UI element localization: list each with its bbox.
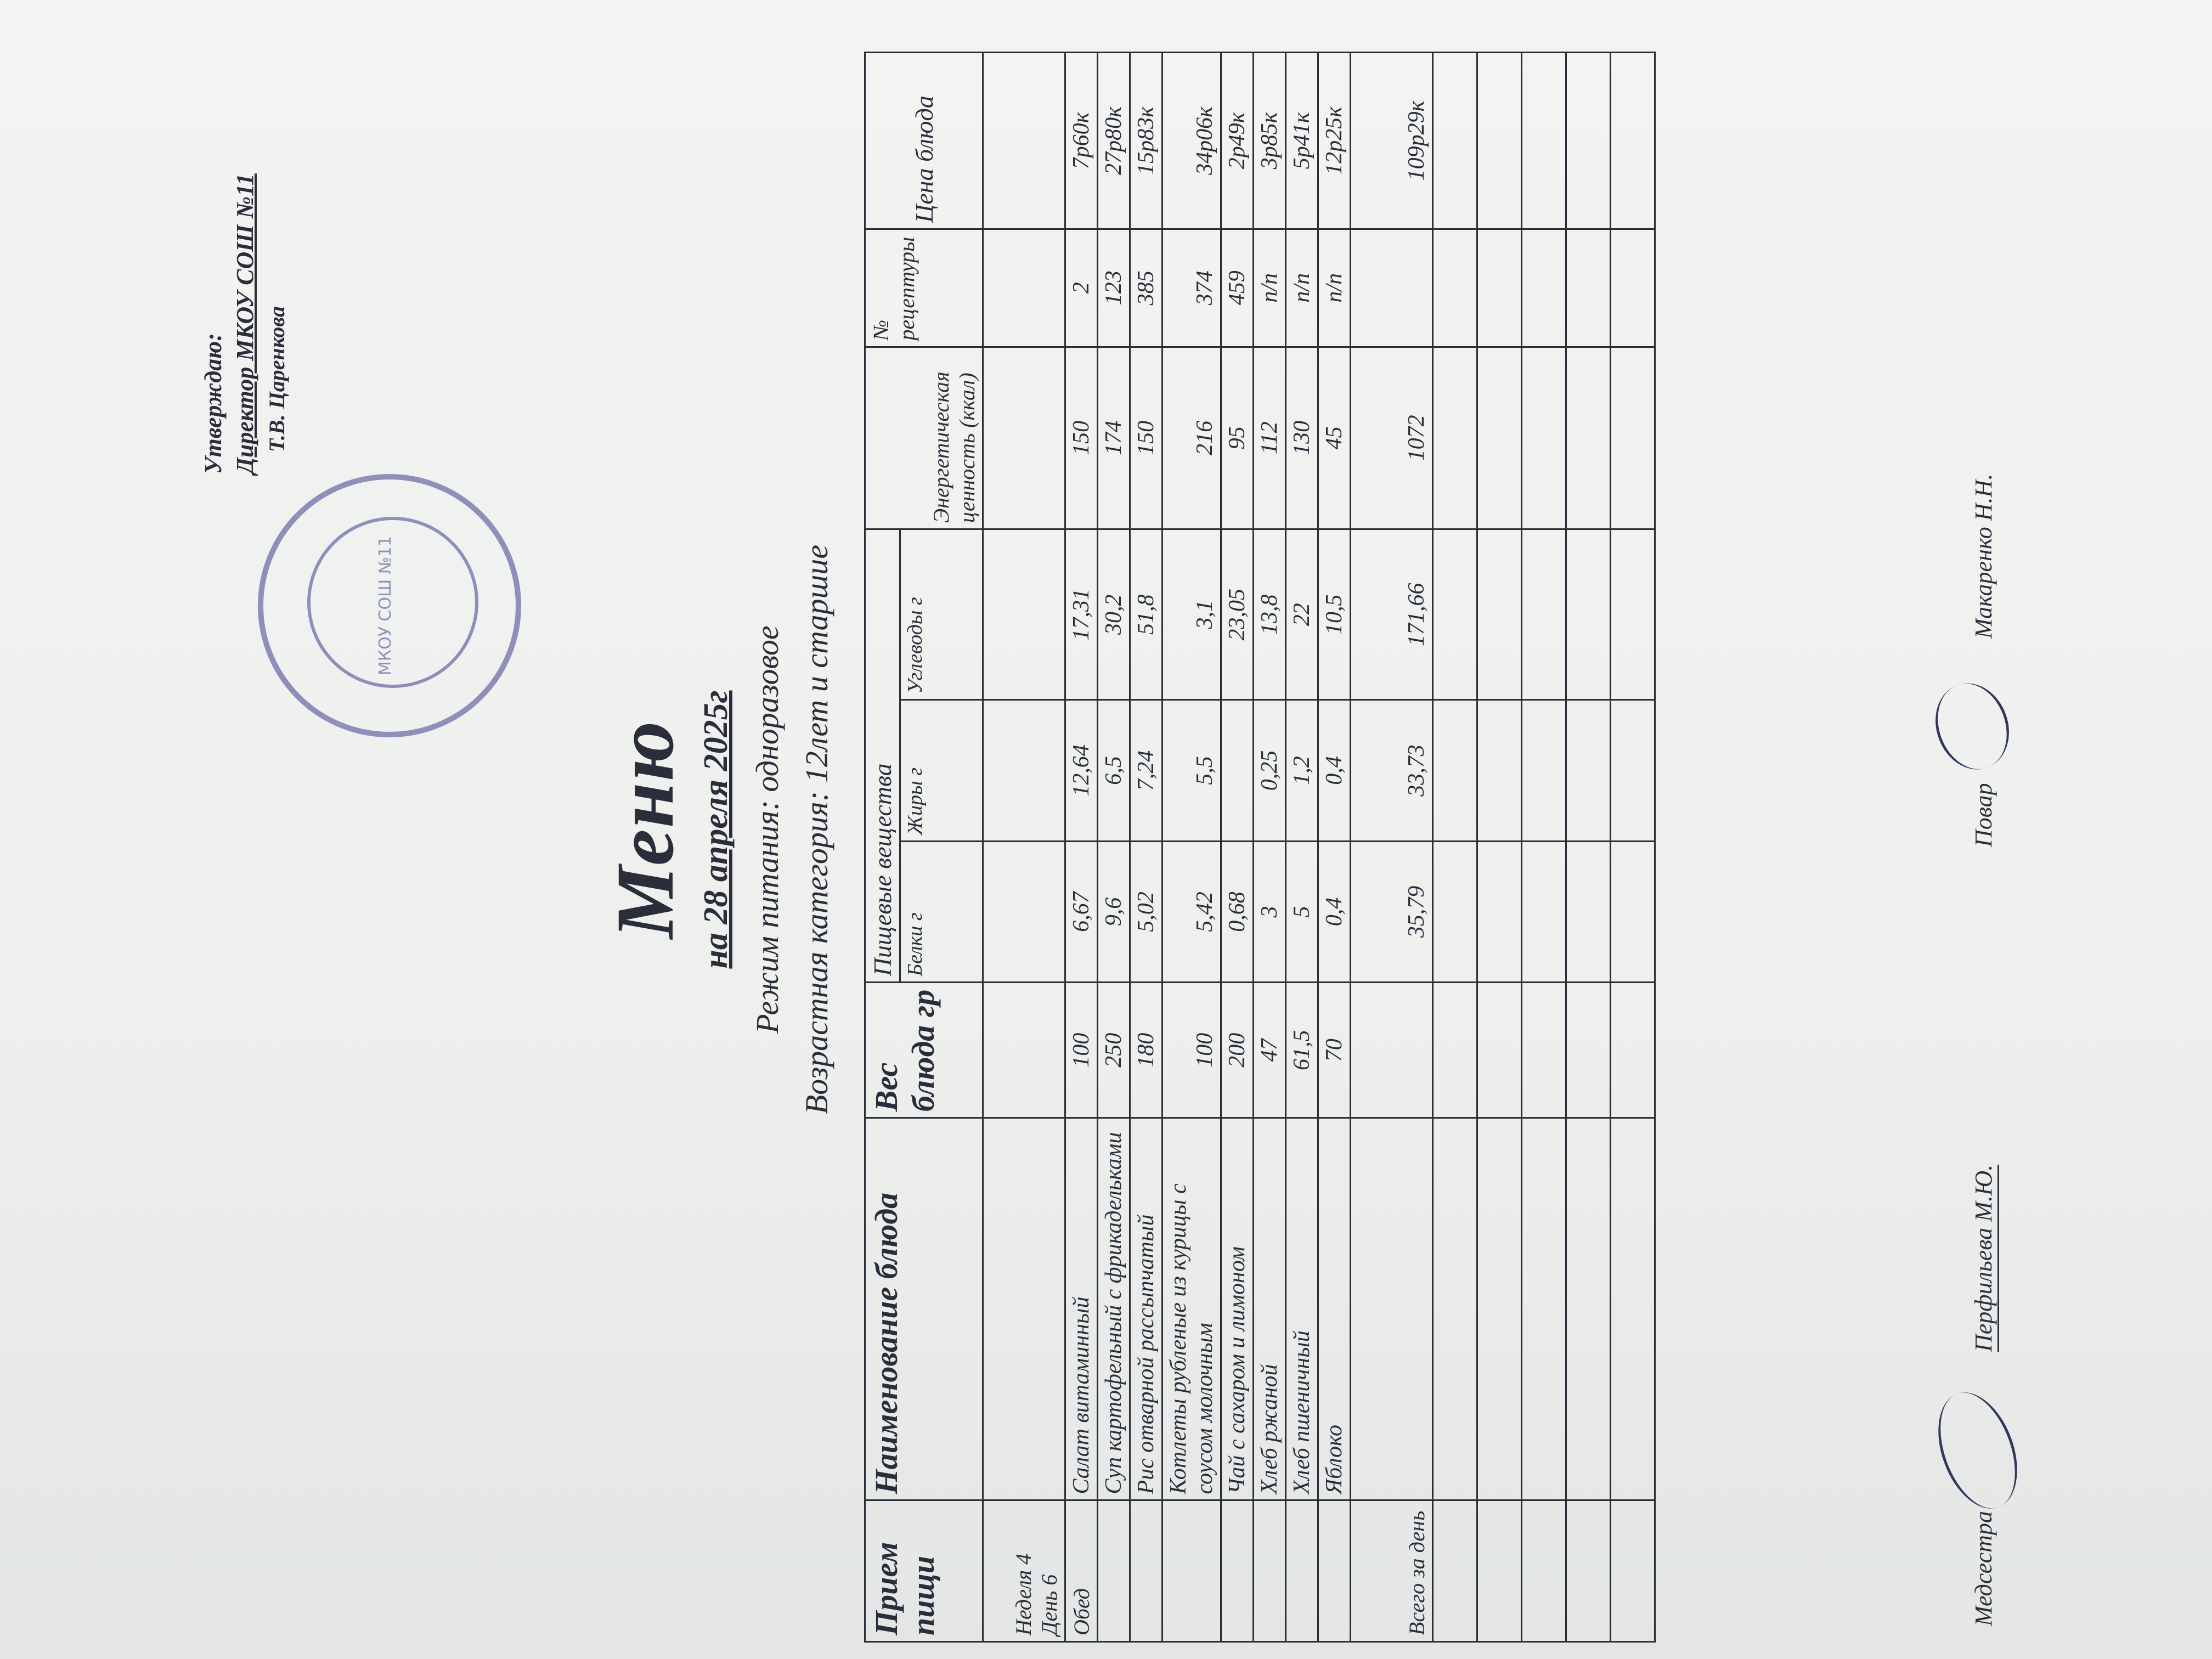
dish-recipe: п/п	[1254, 229, 1286, 347]
dish-weight: 70	[1318, 983, 1351, 1118]
total-price: 109р29к	[1351, 53, 1433, 229]
dish-energy: 174	[1098, 347, 1130, 529]
dish-recipe: 459	[1221, 229, 1254, 347]
dish-name: Рис отварной рассыпчатый	[1130, 1118, 1163, 1500]
week-row	[983, 53, 1065, 1642]
dish-fats	[1221, 700, 1254, 842]
header-row	[865, 53, 900, 1642]
page-title: Меню	[600, 720, 691, 939]
approval-heading: Утверждаю:	[200, 333, 227, 474]
dish-price: 34р06к	[1163, 53, 1221, 229]
dish-carbs: 51,8	[1130, 529, 1163, 700]
nurse-name: Перфильева М.Ю.	[1970, 1165, 1999, 1352]
cook-signature	[1924, 673, 2021, 780]
dish-name: Хлеб пшеничный	[1286, 1118, 1318, 1500]
header-energy: Энергетическая ценность (ккал)	[865, 347, 983, 529]
dish-price: 15р83к	[1130, 53, 1163, 229]
dish-recipe: 374	[1163, 229, 1221, 347]
dish-proteins: 0,4	[1318, 841, 1351, 983]
nurse-signature	[1923, 1381, 2032, 1519]
dish-fats: 1,2	[1286, 700, 1318, 842]
menu-table	[864, 52, 1656, 1643]
table-row	[1318, 53, 1351, 1642]
dish-carbs: 13,8	[1254, 529, 1286, 700]
dish-proteins: 3	[1254, 841, 1286, 983]
cook-label: Повар	[1970, 783, 1997, 847]
dish-energy: 150	[1130, 347, 1163, 529]
table-row	[1098, 53, 1130, 1642]
dish-carbs: 10,5	[1318, 529, 1351, 700]
school-stamp	[258, 474, 521, 737]
total-energy: 1072	[1351, 347, 1433, 529]
header-nutrients: Пищевые вещества	[865, 529, 900, 983]
dish-name: Яблоко	[1318, 1118, 1351, 1500]
cook-name: Макаренко Н.Н.	[1970, 473, 1997, 639]
table-row	[1254, 53, 1286, 1642]
dish-energy: 150	[1065, 347, 1098, 529]
dish-carbs: 3,1	[1163, 529, 1221, 700]
dish-proteins: 9,6	[1098, 841, 1130, 983]
dish-carbs: 23,05	[1221, 529, 1254, 700]
dish-name: Салат витаминный	[1065, 1118, 1098, 1500]
meal-cell: Обед	[1065, 1500, 1098, 1642]
dish-carbs: 22	[1286, 529, 1318, 700]
dish-fats: 0,25	[1254, 700, 1286, 842]
dish-energy: 216	[1163, 347, 1221, 529]
empty-row	[1611, 53, 1655, 1642]
empty-row	[1433, 53, 1477, 1642]
stamp-text: МКОУ СОШ №11	[376, 535, 395, 676]
approval-director: Директор МКОУ СОШ №11	[232, 173, 258, 474]
dish-price: 7р60к	[1065, 53, 1098, 229]
dish-recipe: 385	[1130, 229, 1163, 347]
total-row	[1351, 53, 1433, 1642]
dish-name: Хлеб ржаной	[1254, 1118, 1286, 1500]
dish-recipe: п/п	[1286, 229, 1318, 347]
empty-row	[1477, 53, 1522, 1642]
age-category: Возрастная категория: 12лет и старшие	[799, 544, 834, 1115]
dish-proteins: 5,02	[1130, 841, 1163, 983]
header-price: Цена блюда	[865, 53, 983, 229]
dish-fats: 7,24	[1130, 700, 1163, 842]
menu-date-text: на 28 апреля 2025г	[697, 690, 735, 969]
header-weight: Вес блюда гр	[865, 983, 983, 1118]
dish-weight: 180	[1130, 983, 1163, 1118]
dish-weight: 250	[1098, 983, 1130, 1118]
dish-weight: 100	[1163, 983, 1221, 1118]
meal-mode: Режим питания: одноразовое	[749, 625, 785, 1034]
dish-price: 3р85к	[1254, 53, 1286, 229]
dish-proteins: 6,67	[1065, 841, 1098, 983]
dish-name: Суп картофельный с фрикадельками	[1098, 1118, 1130, 1500]
total-proteins: 35,79	[1351, 841, 1433, 983]
table-row	[1065, 53, 1098, 1642]
header-meal: Прием пищи	[865, 1500, 983, 1642]
dish-fats: 5,5	[1163, 700, 1221, 842]
dish-proteins: 0,68	[1221, 841, 1254, 983]
table-row	[1286, 53, 1318, 1642]
dish-fats: 12,64	[1065, 700, 1098, 842]
header-fats: Жиры г	[900, 700, 983, 842]
dish-weight: 47	[1254, 983, 1286, 1118]
dish-recipe: 123	[1098, 229, 1130, 347]
total-fats: 33,73	[1351, 700, 1433, 842]
dish-energy: 95	[1221, 347, 1254, 529]
menu-date	[697, 0, 736, 1659]
total-label: Всего за день	[1351, 1500, 1433, 1642]
total-carbs: 171,66	[1351, 529, 1433, 700]
dish-energy: 112	[1254, 347, 1286, 529]
dish-energy: 45	[1318, 347, 1351, 529]
header-carbs: Углеводы г	[900, 529, 983, 700]
dish-price: 2р49к	[1221, 53, 1254, 229]
week-day-cell: Неделя 4 День 6	[983, 1500, 1065, 1642]
dish-proteins: 5	[1286, 841, 1318, 983]
dish-price: 27р80к	[1098, 53, 1130, 229]
dish-weight: 200	[1221, 983, 1254, 1118]
header-name: Наименование блюда	[865, 1118, 983, 1500]
dish-recipe: п/п	[1318, 229, 1351, 347]
dish-recipe: 2	[1065, 229, 1098, 347]
table-row	[1163, 53, 1221, 1642]
dish-name: Чай с сахаром и лимоном	[1221, 1118, 1254, 1500]
table-row	[1130, 53, 1163, 1642]
empty-row	[1566, 53, 1611, 1642]
dish-price: 12р25к	[1318, 53, 1351, 229]
header-proteins: Белки г	[900, 841, 983, 983]
dish-weight: 100	[1065, 983, 1098, 1118]
approval-block	[198, 57, 293, 474]
dish-name: Котлеты рубленые из курицы с соусом молочным	[1163, 1118, 1221, 1500]
dish-fats: 0,4	[1318, 700, 1351, 842]
dish-proteins: 5,42	[1163, 841, 1221, 983]
dish-fats: 6,5	[1098, 700, 1130, 842]
header-recipe: № рецептуры	[865, 229, 983, 347]
dish-weight: 61,5	[1286, 983, 1318, 1118]
dish-price: 5р41к	[1286, 53, 1318, 229]
approval-name: Т.В. Царенкова	[264, 306, 289, 452]
empty-row	[1522, 53, 1566, 1642]
dish-carbs: 17,31	[1065, 529, 1098, 700]
dish-energy: 130	[1286, 347, 1318, 529]
table-row	[1221, 53, 1254, 1642]
nurse-label: Медсестра	[1970, 1511, 1997, 1626]
dish-carbs: 30,2	[1098, 529, 1130, 700]
